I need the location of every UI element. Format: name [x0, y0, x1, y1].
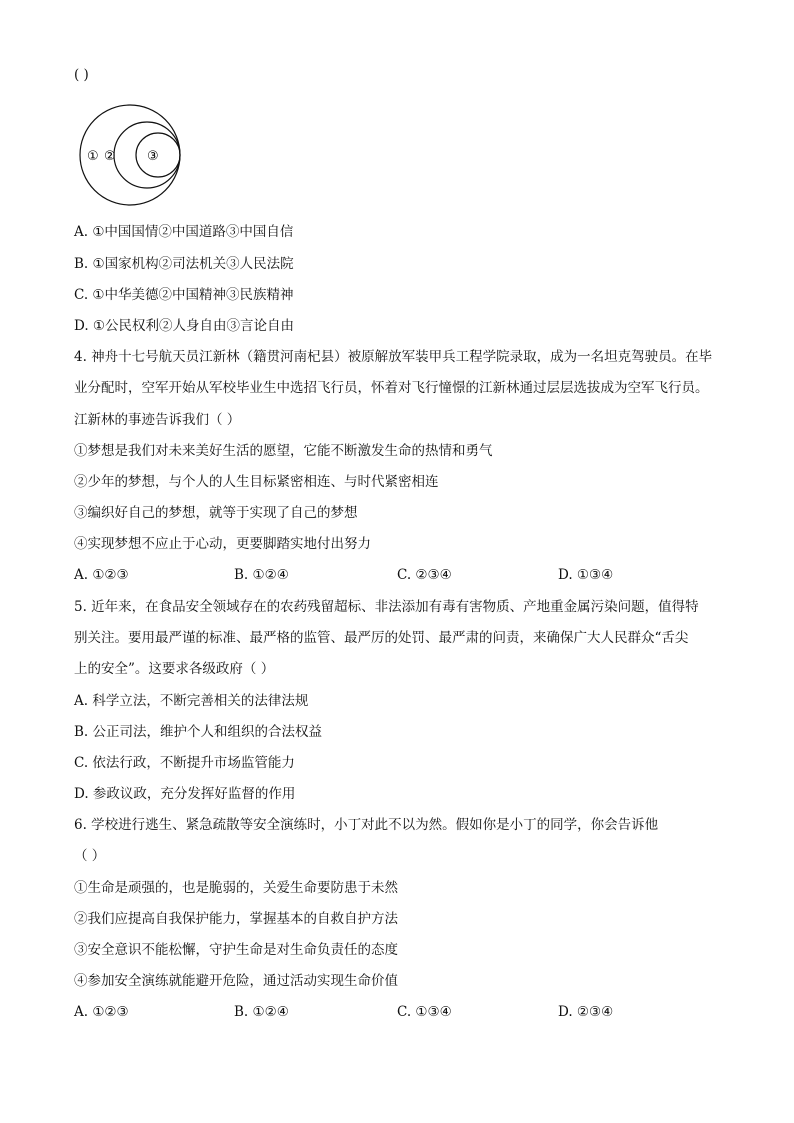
q4-statement-4: ④实现梦想不应止于心动，更要脚踏实地付出努力: [74, 536, 371, 552]
q4-statement-1: ①梦想是我们对未来美好生活的愿望，它能不断激发生命的热情和勇气: [74, 443, 493, 459]
q5-option-b[interactable]: B. 公正司法，维护个人和组织的合法权益: [74, 724, 323, 740]
q5-stem-line-3: 上的安全”。这要求各级政府（ ）: [74, 661, 275, 677]
venn-label-3: ③: [147, 149, 159, 164]
q6-option-d[interactable]: D. ②③④: [558, 1004, 614, 1020]
q6-option-b[interactable]: B. ①②④: [234, 1004, 289, 1020]
q5-option-a[interactable]: A. 科学立法，不断完善相关的法律法规: [74, 693, 309, 709]
q3-option-d[interactable]: D. ①公民权利②人身自由③言论自由: [74, 318, 295, 334]
q6-statement-4: ④参加安全演练就能避开危险，通过活动实现生命价值: [74, 973, 398, 989]
venn-diagram: [72, 104, 188, 206]
q4-options-row: [74, 566, 714, 584]
q6-option-c[interactable]: C. ①③④: [397, 1004, 452, 1020]
q4-stem-line-1: 4. 神舟十七号航天员江新林（籍贯河南杞县）被原解放军装甲兵工程学院录取，成为一名坦克驾驶员。在毕: [74, 349, 713, 365]
q6-option-a[interactable]: A. ①②③: [74, 1004, 129, 1020]
q4-stem-line-3: 江新林的事迹告诉我们（ ）: [74, 412, 241, 428]
venn-label-2: ②: [104, 149, 116, 164]
q5-option-d[interactable]: D. 参政议政，充分发挥好监督的作用: [74, 786, 296, 802]
q5-stem-line-2: 别关注。要用最严谨的标准、最严格的监管、最严厉的处罚、最严肃的问责，来确保广大人民群众“舌尖: [74, 630, 689, 646]
q4-option-b[interactable]: B. ①②④: [234, 567, 289, 583]
q6-statement-2: ②我们应提高自我保护能力，掌握基本的自救自护方法: [74, 911, 398, 927]
q4-stem-line-2: 业分配时，空军开始从军校毕业生中选招飞行员，怀着对飞行憧憬的江新林通过层层选拔成为空军飞行员。: [74, 380, 709, 396]
venn-label-1: ①: [87, 149, 99, 164]
q6-statement-3: ③安全意识不能松懈，守护生命是对生命负责任的态度: [74, 942, 398, 958]
q4-option-c[interactable]: C. ②③④: [397, 567, 452, 583]
q4-statement-3: ③编织好自己的梦想，就等于实现了自己的梦想: [74, 505, 358, 521]
q6-options-row: [74, 1003, 714, 1021]
q4-option-d[interactable]: D. ①③④: [558, 567, 614, 583]
q5-stem-line-1: 5. 近年来，在食品安全领域存在的农药残留超标、非法添加有毒有害物质、产地重金属污染问题，值得特: [74, 599, 699, 615]
q3-option-b[interactable]: B. ①国家机构②司法机关③人民法院: [74, 256, 294, 272]
q6-stem-line-2: （ ）: [74, 848, 106, 864]
q3-answer-bracket: ( ): [74, 67, 89, 83]
q3-option-c[interactable]: C. ①中华美德②中国精神③民族精神: [74, 287, 294, 303]
q4-option-a[interactable]: A. ①②③: [74, 567, 129, 583]
q5-option-c[interactable]: C. 依法行政，不断提升市场监管能力: [74, 755, 295, 771]
q3-option-a[interactable]: A. ①中国国情②中国道路③中国自信: [74, 224, 294, 240]
q6-stem-line-1: 6. 学校进行逃生、紧急疏散等安全演练时，小丁对此不以为然。假如你是小丁的同学，你会告诉他: [74, 817, 659, 833]
q6-statement-1: ①生命是顽强的，也是脆弱的，关爱生命要防患于未然: [74, 880, 398, 896]
q4-statement-2: ②少年的梦想，与个人的人生目标紧密相连、与时代紧密相连: [74, 474, 439, 490]
